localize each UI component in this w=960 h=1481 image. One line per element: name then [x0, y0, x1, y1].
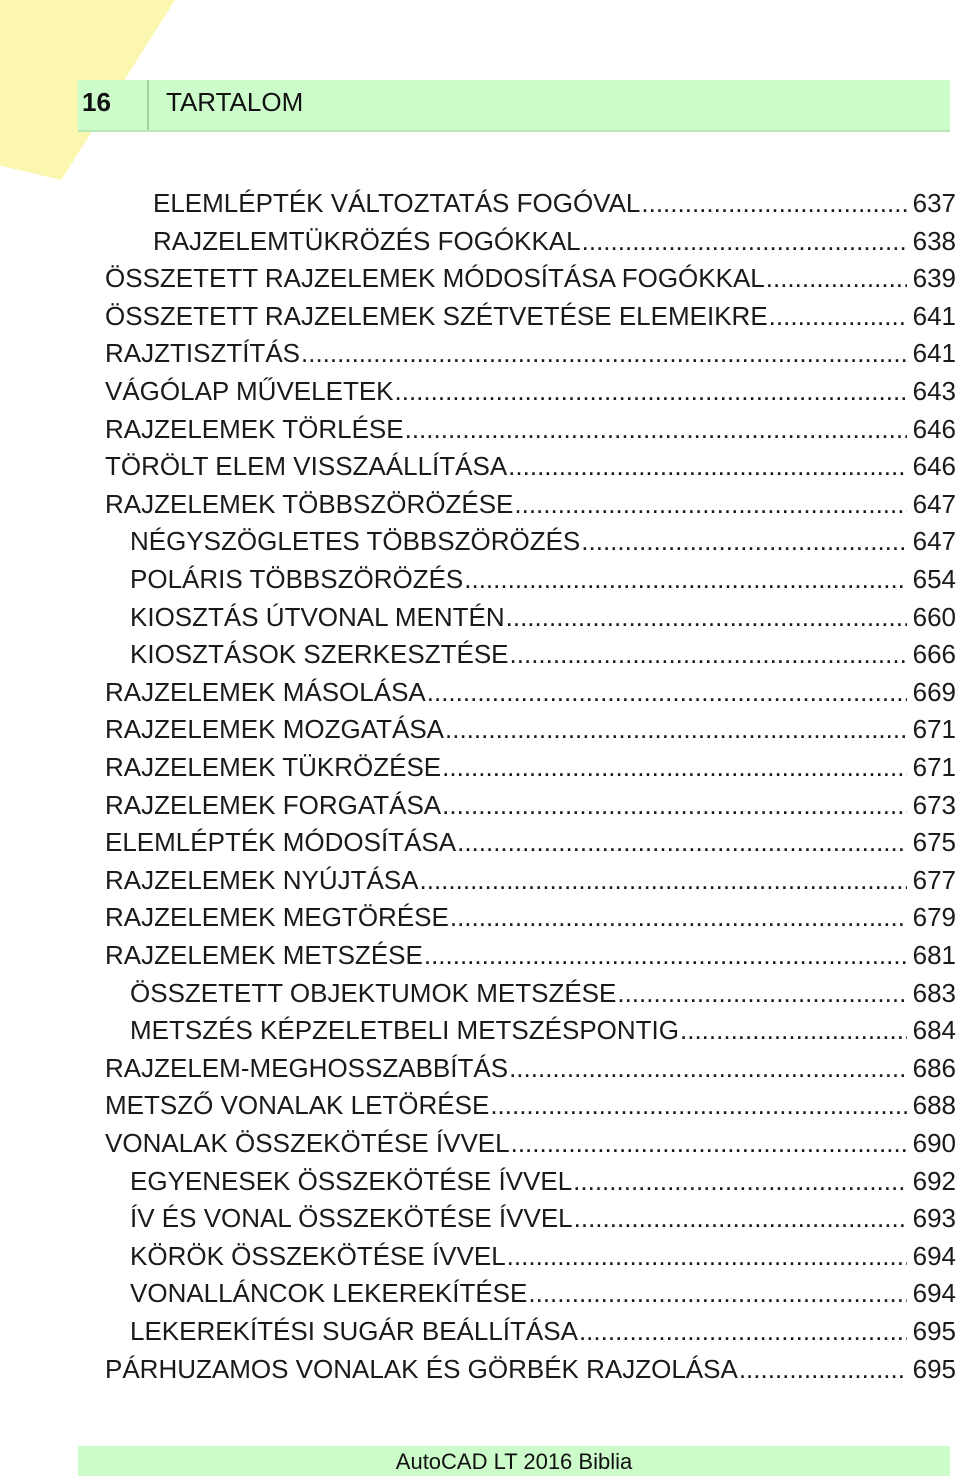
- toc-entry-page: 660: [912, 601, 956, 632]
- toc-entry[interactable]: [153, 185, 956, 223]
- toc-entry[interactable]: [130, 636, 956, 674]
- page-title: TARTALOM: [166, 87, 304, 117]
- toc-leader-dots: [419, 862, 907, 900]
- toc-entry-title: POLÁRIS TÖBBSZÖRÖZÉS: [130, 564, 464, 594]
- toc-leader-dots: [449, 899, 907, 937]
- toc-entry[interactable]: [105, 711, 956, 749]
- toc-entry[interactable]: [105, 824, 956, 862]
- toc-entry[interactable]: [105, 899, 956, 937]
- toc-entry-title: VÁGÓLAP MŰVELETEK: [105, 376, 394, 406]
- toc-entry-page: 671: [912, 752, 956, 782]
- toc-entry-title: RAJZELEMEK TÜKRÖZÉSE: [105, 752, 442, 782]
- toc-entry-title: METSZÉS KÉPZELETBELI METSZÉSPONTIG: [130, 1015, 679, 1046]
- toc-leader-dots: [404, 411, 907, 449]
- toc-entry-page: 694: [912, 1278, 956, 1309]
- toc-entry-title: TÖRÖLT ELEM VISSZAÁLLÍTÁSA: [105, 451, 508, 482]
- toc-entry-title: ÍV ÉS VONAL ÖSSZEKÖTÉSE ÍVVEL: [130, 1203, 573, 1234]
- toc-leader-dots: [679, 1012, 907, 1050]
- toc-entry-page: 666: [912, 639, 956, 670]
- toc-leader-dots: [513, 486, 906, 524]
- toc-entry[interactable]: [130, 561, 956, 599]
- toc-entry-title: ÖSSZETETT RAJZELEMEK SZÉTVETÉSE ELEMEIKRE: [105, 300, 768, 331]
- toc-leader-dots: [300, 335, 907, 373]
- toc-entry[interactable]: [105, 749, 956, 787]
- toc-entry-title: ELEMLÉPTÉK VÁLTOZTATÁS FOGÓVAL: [153, 188, 641, 218]
- toc-leader-dots: [581, 223, 907, 261]
- toc-entry-title: ELEMLÉPTÉK MÓDOSÍTÁSA: [105, 827, 457, 858]
- toc-entry-page: 679: [912, 902, 956, 933]
- toc-entry-title: RAJZTISZTÍTÁS: [105, 338, 300, 369]
- toc-leader-dots: [505, 599, 907, 637]
- toc-entry-page: 673: [912, 789, 956, 820]
- toc-leader-dots: [738, 1351, 907, 1389]
- toc-leader-dots: [441, 749, 906, 787]
- toc-entry-page: 671: [912, 714, 956, 745]
- toc-entry-page: 639: [912, 263, 956, 294]
- toc-leader-dots: [426, 674, 907, 712]
- toc-entry-title: RAJZELEMEK MEGTÖRÉSE: [105, 902, 449, 933]
- toc-entry[interactable]: [105, 448, 956, 486]
- toc-entry[interactable]: [153, 223, 956, 261]
- toc-leader-dots: [444, 711, 907, 749]
- toc-leader-dots: [580, 523, 906, 561]
- toc-entry-title: RAJZELEMEK TÖRLÉSE: [105, 413, 404, 444]
- toc-entry-page: 695: [912, 1353, 956, 1384]
- toc-entry-page: 684: [912, 1015, 956, 1046]
- toc-entry-title: ÖSSZETETT RAJZELEMEK MÓDOSÍTÁSA FOGÓKKAL: [105, 263, 765, 294]
- toc-entry-page: 690: [912, 1128, 956, 1158]
- toc-entry-title: RAJZELEMEK FORGATÁSA: [105, 789, 442, 820]
- toc-entry-title: KÖRÖK ÖSSZEKÖTÉSE ÍVVEL: [130, 1240, 506, 1271]
- toc-leader-dots: [768, 298, 907, 336]
- toc-leader-dots: [423, 937, 907, 975]
- page-number: 16: [82, 87, 111, 117]
- toc-entry[interactable]: [130, 1012, 956, 1050]
- toc-entry-page: 686: [912, 1052, 956, 1083]
- toc-entry-title: RAJZELEMEK MÁSOLÁSA: [105, 676, 426, 707]
- toc-entry-page: 647: [912, 488, 956, 519]
- toc-entry-page: 641: [912, 338, 956, 369]
- toc-entry-page: 694: [912, 1240, 956, 1271]
- toc-entry-title: RAJZELEMEK TÖBBSZÖRÖZÉSE: [105, 488, 514, 519]
- toc-leader-dots: [507, 448, 906, 486]
- toc-entry-page: 637: [912, 188, 956, 218]
- toc-entry[interactable]: [105, 335, 956, 373]
- toc-leader-dots: [508, 1050, 907, 1088]
- page-header: [78, 80, 950, 132]
- toc-entry[interactable]: [130, 1163, 956, 1201]
- toc-leader-dots: [463, 561, 906, 599]
- toc-entry-title: RAJZELEMTÜKRÖZÉS FOGÓKKAL: [153, 225, 581, 256]
- toc-entry-page: 643: [912, 376, 956, 406]
- toc-entry[interactable]: [105, 373, 956, 411]
- toc-entry-title: RAJZELEMEK METSZÉSE: [105, 940, 423, 970]
- toc-entry-page: 683: [912, 977, 956, 1008]
- toc-entry[interactable]: [130, 523, 956, 561]
- toc-entry-page: 646: [912, 451, 956, 482]
- toc-entry-title: METSZŐ VONALAK LETÖRÉSE: [105, 1090, 490, 1121]
- toc-entry[interactable]: [130, 975, 956, 1013]
- toc-entry-title: EGYENESEK ÖSSZEKÖTÉSE ÍVVEL: [130, 1165, 573, 1196]
- toc-leader-dots: [456, 824, 907, 862]
- toc-entry-page: 688: [912, 1090, 956, 1121]
- toc-entry[interactable]: [105, 1087, 956, 1125]
- toc-entry-title: KIOSZTÁS ÚTVONAL MENTÉN: [130, 601, 505, 632]
- toc-entry-title: KIOSZTÁSOK SZERKESZTÉSE: [130, 639, 509, 670]
- toc-entry[interactable]: [105, 298, 956, 336]
- toc-entry[interactable]: [105, 486, 956, 524]
- toc-entry-title: LEKEREKÍTÉSI SUGÁR BEÁLLÍTÁSA: [130, 1316, 578, 1346]
- toc-entry[interactable]: [105, 411, 956, 449]
- toc-entry-page: 681: [912, 940, 956, 970]
- toc-entry-page: 692: [912, 1165, 956, 1196]
- toc-entry-title: VONALAK ÖSSZEKÖTÉSE ÍVVEL: [105, 1128, 510, 1158]
- toc-entry[interactable]: [105, 1125, 956, 1163]
- toc-entry[interactable]: [130, 1313, 956, 1351]
- toc-entry-page: 675: [912, 827, 956, 858]
- toc-entry[interactable]: [130, 599, 956, 637]
- toc-leader-dots: [640, 185, 906, 223]
- toc-leader-dots: [527, 1275, 906, 1313]
- toc-entry-title: ÖSSZETETT OBJEKTUMOK METSZÉSE: [130, 977, 617, 1008]
- toc-entry-page: 654: [912, 564, 956, 594]
- toc-entry-page: 695: [912, 1316, 956, 1346]
- toc-leader-dots: [572, 1163, 906, 1201]
- toc-entry[interactable]: [105, 862, 956, 900]
- toc-entry-title: RAJZELEMEK MOZGATÁSA: [105, 714, 445, 745]
- toc-entry[interactable]: [105, 674, 956, 712]
- toc-entry-page: 647: [912, 526, 956, 557]
- toc-entry-title: NÉGYSZÖGLETES TÖBBSZÖRÖZÉS: [130, 526, 581, 557]
- toc-leader-dots: [578, 1313, 907, 1351]
- toc-entry-page: 646: [912, 413, 956, 444]
- toc-leader-dots: [489, 1087, 906, 1125]
- toc-entry[interactable]: [130, 1238, 956, 1276]
- toc-entry[interactable]: [105, 937, 956, 975]
- toc-entry-title: PÁRHUZAMOS VONALAK ÉS GÖRBÉK RAJZOLÁSA: [105, 1353, 738, 1384]
- toc-leader-dots: [510, 1125, 907, 1163]
- toc-entry[interactable]: [105, 787, 956, 825]
- page-footer: [78, 1446, 950, 1476]
- toc-leader-dots: [616, 975, 906, 1013]
- toc-leader-dots: [506, 1238, 907, 1276]
- toc-entry-title: VONALLÁNCOK LEKEREKÍTÉSE: [130, 1278, 528, 1309]
- header-divider: [147, 80, 149, 130]
- toc-entry-page: 638: [912, 225, 956, 256]
- toc-entry-page: 669: [912, 676, 956, 707]
- toc-leader-dots: [509, 636, 907, 674]
- toc-leader-dots: [394, 373, 907, 411]
- toc-entry[interactable]: [130, 1275, 956, 1313]
- toc-entry[interactable]: [105, 1351, 956, 1389]
- toc-entry-page: 677: [912, 864, 956, 895]
- toc-entry[interactable]: [130, 1200, 956, 1238]
- toc-leader-dots: [573, 1200, 907, 1238]
- toc-leader-dots: [765, 260, 907, 298]
- toc-leader-dots: [441, 787, 906, 825]
- toc-entry-title: RAJZELEMEK NYÚJTÁSA: [105, 864, 419, 895]
- footer-title: AutoCAD LT 2016 Biblia: [395, 1449, 633, 1474]
- toc-entry[interactable]: [105, 260, 956, 298]
- toc-entry-page: 641: [912, 300, 956, 331]
- toc-entry[interactable]: [105, 1050, 956, 1088]
- toc-entry-title: RAJZELEM-MEGHOSSZABBÍTÁS: [105, 1052, 509, 1083]
- toc-entry-page: 693: [912, 1203, 956, 1234]
